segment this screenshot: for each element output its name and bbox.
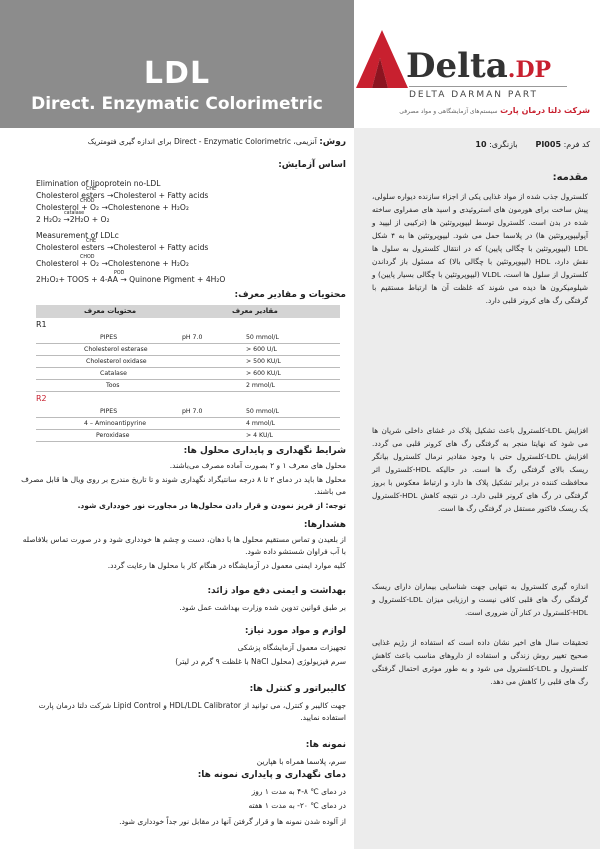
waste-text: بر طبق قوانین تدوین شده وزارت بهداشت عمل شود. (179, 603, 346, 612)
storage-note: توجه: از فریز نمودن و قرار دادن محلول‌ها در مجاورت نور خودداری شود. (77, 501, 346, 510)
reagents-title: محتویات و مقادیر معرف: (234, 290, 346, 300)
waste-title: بهداشت و ایمنی دفع مواد زائد: (207, 586, 346, 596)
sample-type: سرم، پلاسما همراه با هپارین (256, 757, 346, 766)
logo-area (354, 0, 600, 128)
company-name-fa: شرکت دلتا درمان پارت سیستم‌های آزمایشگاهی و مواد مصرفی (399, 106, 590, 115)
sample-line: از آلوده شدن نمونه ها و قرار گرفتن آنها در مقابل نور جداً خودداری شود. (119, 817, 346, 826)
product-subtitle: Direct. Enzymatic Colorimetric (31, 94, 323, 114)
calibrator-text: جهت کالیبر و کنترل، می توانید از HDL/LDL Calibrator و Lipid Control شرکت دلتا درمان پارت استفاده نمایید. (38, 701, 346, 722)
principle-line: Cholesterol esters →Cholesterol + Fatty acids (36, 243, 209, 252)
title-banner (0, 0, 354, 128)
col-contents: محتویات معرف (84, 307, 137, 315)
material-line: سرم فیزیولوژی (محلول NaCl با غلظت ۹ گرم در لیتر) (175, 657, 346, 666)
principle-line: Elimination of lipoprotein no-LDL (36, 179, 161, 188)
group-r1: R1 (36, 320, 47, 329)
table-row: Cholesterol oxidase > 500 KU/L (36, 356, 340, 368)
principle-line: Cholesterol + O₂ →Cholestenone + H₂O₂ (36, 259, 189, 268)
intro-paragraph-2: افزایش LDL-کلسترول باعث تشکیل پلاک در غشای داخلی شریان ها می شود که نهایتا منجر به گرفتگی رگ های کرونر قلبی می گردد. افزایش LDL-کلسترول حتی با وجود مقادیر نرمال کلسترول بیانگر ریسک بالای گرفتگی رگ ها است. در حالیکه HDL-کلسترول اثر محافظت کننده در برابر تشکیل پلاک ها دارد و ارتباط معکوس با بروز گرفتگی در رگ های کرونر قلبی دارد. در نتیجه کاهش HDL-کلسترول یک ریسک فاکتور مستقل در گرفتگی رگ ها است. (372, 426, 588, 513)
catalyst-label: catalase (64, 211, 85, 216)
samples-title: نمونه ها: (305, 740, 346, 750)
col-amounts: مقادیر معرف (232, 307, 278, 315)
group-r2: R2 (36, 394, 47, 403)
catalyst-label: CHE (86, 239, 96, 244)
table-row: 4 – Aminoantipyrine 4 mmol/L (36, 418, 340, 430)
delta-logo-icon (354, 28, 410, 92)
principle-line: Measurement of LDLc (36, 231, 119, 240)
logo-wordmark: Delta.DP (406, 46, 552, 86)
table-row: Catalase > 600 KU/L (36, 368, 340, 380)
table-row: Peroxidase > 4 KU/L (36, 430, 340, 442)
storage-title: شرایط نگهداری و پایداری محلول ها: (183, 446, 346, 456)
reagents-table-header (36, 305, 340, 318)
product-title: LDL (143, 56, 211, 91)
materials-title: لوازم و مواد مورد نیاز: (244, 626, 346, 636)
principle-line: Cholesterol esters →Cholesterol + Fatty acids (36, 191, 209, 200)
intro-sidebar (354, 128, 600, 849)
storage-line: محلول ها باید در دمای ۲ تا ۸ درجه سانتیگراد نگهداری شوند و تا تاریخ مندرج بر روی ویال ها قابل مصرف می باشند. (21, 475, 346, 496)
warning-line: کلیه موارد ایمنی معمول در آزمایشگاه در هنگام کار با محلول ها رعایت گردد. (107, 561, 346, 570)
catalyst-label: CHE (86, 187, 96, 192)
sample-line: در دمای ℃ ۸-۴ به مدت ۱ روز (251, 787, 346, 796)
main-content (0, 128, 354, 849)
warning-line: از بلعیدن و تماس مستقیم محلول ها با دهان، دست و چشم ها خودداری شود و در صورت تماس بلافاصله با آب فراوان شستشو داده شود. (22, 535, 346, 556)
intro-paragraph-1: کلسترول جذب شده از مواد غذایی یکی از اجزاء سازنده دیواره سلولی، پیش ساخت برای هورمون های استروئیدی و اسید های صفراوی ساخته شده در بدن است. کلسترول توسط لیپوپروتئین ها (ترکیبی از لیپید و آپولیپوپروتئین ها) در پلاسما حمل می شود. لیپوپروتئین ها به ۴ شکل LDL (لیپوپروتئین با چگالی پایین) که در انتقال کلسترول به سلول ها نقش دارد، HDL (لیپوپروتئین با چگالی بالا) که مسئول باز گرداندن کلسترول از سلول ها است، VLDL (لیپوپروتئین با چگالی بسیار پایین) و شیلومیکرون ها دیده می شوند که غلظت آن ها ارتباط مستقیم با گرفتگی رگ های کرونر قلبی دارد. (372, 192, 588, 305)
table-row: PIPES pH 7.0 50 mmol/L (36, 332, 340, 344)
principle-line: 2 H₂O₂ →2H₂O + O₂ (36, 215, 110, 224)
principle-line: 2H₂O₂+ TOOS + 4-AA → Quinone Pigment + 4H₂O (36, 275, 226, 284)
principle-line: Cholesterol + O₂ →Cholestenone + H₂O₂ (36, 203, 189, 212)
logo-tagline: DELTA DARMAN PART (409, 90, 539, 100)
intro-title: مقدمه: (552, 172, 588, 183)
table-row: Cholesterol esterase > 600 U/L (36, 344, 340, 356)
principle-title: اساس آزمایش: (278, 160, 346, 170)
sample-stability-title: دمای نگهداری و پایداری نمونه ها: (197, 770, 346, 780)
header (0, 0, 600, 128)
catalyst-label: CHOD (80, 199, 95, 204)
form-meta: کد فرم: PI005 بازنگری: 10 (475, 140, 590, 149)
warnings-title: هشدارها: (303, 520, 346, 530)
logo-divider (409, 86, 567, 87)
calibrator-title: کالیبراتور و کنترل ها: (249, 684, 346, 694)
catalyst-label: POD (114, 271, 125, 276)
material-line: تجهیزات معمول آزمایشگاه پزشکی (237, 643, 346, 652)
intro-paragraph-4: تحقیقات سال های اخیر نشان داده است که استفاده از رژیم غذایی صحیح تغییر روش زندگی و استفاده از داروهای مناسب باعث کاهش کلسترول و LDL-کلسترول می شود و به طور موثری احتمال گرفتگی رگ های قلبی را کاهش می دهد. (372, 638, 588, 686)
method-line: روش: آنزیمی، Direct - Enzymatic Colorimetric برای اندازه گیری فتومتریک (87, 137, 346, 147)
intro-paragraph-3: اندازه گیری کلسترول به تنهایی جهت شناسایی بیماران دارای ریسک گرفتگی رگ های قلبی کافی نیست و ارزیابی میزان LDL-کلسترول و HDL-کلسترول در کنار آن ضروری است. (372, 582, 588, 617)
table-row: Toos 2 mmol/L (36, 380, 340, 392)
catalyst-label: CHOD (80, 255, 95, 260)
storage-line: محلول های معرف ۱ و ۲ بصورت آماده مصرف می‌باشند. (169, 461, 346, 470)
table-row: PIPES pH 7.0 50 mmol/L (36, 406, 340, 418)
sample-line: در دمای ℃ ۲۰- به مدت ۱ هفته (248, 801, 346, 810)
